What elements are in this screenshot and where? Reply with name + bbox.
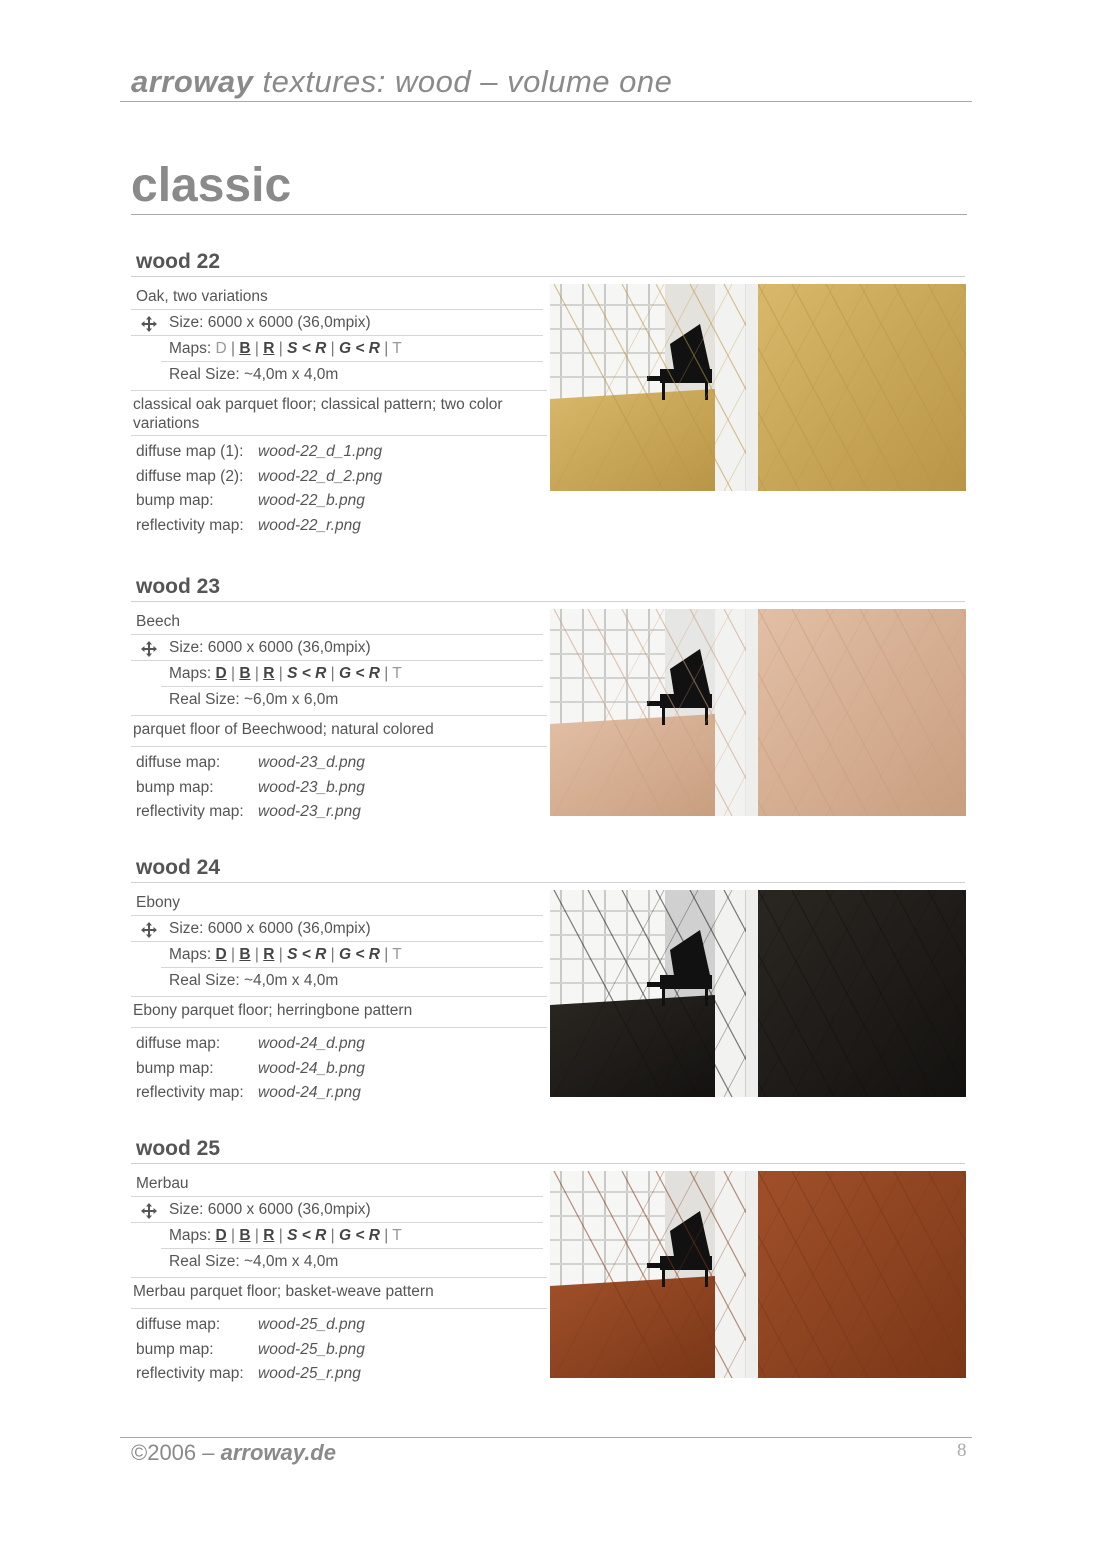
row-divider bbox=[131, 1222, 543, 1223]
row-divider bbox=[131, 390, 547, 391]
window-mullion bbox=[550, 653, 665, 655]
map-g: G bbox=[338, 1227, 351, 1244]
piano-leg bbox=[662, 1269, 665, 1287]
map-r: R bbox=[263, 1227, 275, 1244]
row-divider bbox=[131, 335, 543, 336]
window-mullion bbox=[582, 890, 584, 1020]
row-divider bbox=[131, 746, 547, 747]
map-d: D bbox=[215, 946, 227, 963]
map-lt: < bbox=[355, 665, 365, 682]
map-type-label: bump map: bbox=[136, 492, 214, 510]
file-row bbox=[136, 1341, 365, 1359]
piano-leg bbox=[662, 382, 665, 400]
real-size: Real Size: ~6,0m x 6,0m bbox=[169, 691, 339, 708]
map-separator: | bbox=[226, 1227, 240, 1244]
window-mullion bbox=[550, 629, 665, 631]
maps-label: Maps: bbox=[169, 946, 212, 963]
real-size: Real Size: ~4,0m x 4,0m bbox=[169, 972, 339, 989]
map-r: R bbox=[315, 340, 327, 357]
map-type-label: diffuse map (2): bbox=[136, 467, 244, 485]
texture-sample bbox=[758, 609, 966, 816]
file-row bbox=[136, 1316, 365, 1334]
map-type-label: bump map: bbox=[136, 778, 214, 796]
piano-leg bbox=[662, 707, 665, 725]
map-s: S bbox=[287, 665, 298, 682]
map-separator: | bbox=[274, 1227, 288, 1244]
window-mullion bbox=[582, 1171, 584, 1301]
texture-item bbox=[131, 1137, 967, 1382]
piano-bench bbox=[647, 701, 665, 706]
map-r: R bbox=[263, 946, 275, 963]
file-row bbox=[136, 1035, 365, 1053]
map-b: B bbox=[239, 1227, 251, 1244]
row-divider bbox=[131, 660, 543, 661]
texture-preview-image bbox=[550, 890, 966, 1097]
row-divider bbox=[131, 634, 543, 635]
file-name: wood-23_r.png bbox=[258, 803, 361, 821]
item-title: wood 23 bbox=[136, 575, 221, 598]
move-icon-shape bbox=[141, 922, 157, 938]
map-separator: | bbox=[274, 665, 288, 682]
map-separator: | bbox=[379, 665, 393, 682]
wood-species: Merbau bbox=[136, 1175, 189, 1192]
map-b: B bbox=[239, 946, 251, 963]
map-s: S bbox=[287, 946, 298, 963]
file-name: wood-25_d.png bbox=[258, 1316, 365, 1333]
map-type-label: reflectivity map: bbox=[136, 1365, 244, 1383]
footer-divider bbox=[120, 1437, 972, 1438]
texture-item bbox=[131, 856, 967, 1101]
item-divider bbox=[131, 1163, 965, 1164]
move-icon bbox=[140, 921, 158, 939]
row-divider bbox=[131, 1277, 547, 1278]
map-type-label: bump map: bbox=[136, 1340, 214, 1358]
map-d: D bbox=[215, 665, 227, 682]
copyright-text: ©2006 – bbox=[131, 1440, 215, 1465]
image-size: Size: 6000 x 6000 (36,0mpix) bbox=[169, 1201, 371, 1218]
row-divider bbox=[161, 967, 543, 968]
move-icon bbox=[140, 315, 158, 333]
map-separator: | bbox=[226, 665, 240, 682]
item-title: wood 25 bbox=[136, 1137, 221, 1160]
map-separator: | bbox=[226, 340, 240, 357]
map-separator: | bbox=[226, 946, 240, 963]
real-size: Real Size: ~4,0m x 4,0m bbox=[169, 366, 339, 383]
watermark-strip bbox=[746, 890, 758, 1097]
file-name: wood-24_d.png bbox=[258, 1035, 365, 1052]
map-r: R bbox=[263, 340, 275, 357]
map-r: R bbox=[315, 946, 327, 963]
map-lt: < bbox=[355, 340, 365, 357]
maps-label: Maps: bbox=[169, 1227, 212, 1244]
preview-svg bbox=[550, 890, 966, 1097]
row-divider bbox=[131, 309, 543, 310]
map-r: R bbox=[368, 665, 380, 682]
item-title: wood 24 bbox=[136, 856, 221, 879]
file-name: wood-23_b.png bbox=[258, 778, 365, 796]
file-name: wood-23_d.png bbox=[258, 754, 365, 771]
window-mullion bbox=[550, 910, 665, 912]
item-description: Ebony parquet floor; herringbone pattern bbox=[133, 1002, 413, 1019]
window-mullion bbox=[550, 1191, 665, 1193]
row-divider bbox=[131, 996, 547, 997]
wood-species: Beech bbox=[136, 613, 180, 630]
row-divider bbox=[131, 715, 547, 716]
file-row bbox=[136, 443, 382, 461]
watermark-strip bbox=[746, 609, 758, 816]
texture-item bbox=[131, 575, 967, 820]
item-description: classical oak parquet floor; classical pattern; two color variations bbox=[133, 396, 503, 432]
watermark-strip bbox=[746, 1171, 758, 1378]
item-description: parquet floor of Beechwood; natural colored bbox=[133, 721, 434, 738]
footer-copyright bbox=[131, 1440, 336, 1466]
item-divider bbox=[131, 601, 965, 602]
window-mullion bbox=[550, 958, 665, 960]
map-type-label: reflectivity map: bbox=[136, 1084, 244, 1102]
map-type-label: bump map: bbox=[136, 1059, 214, 1077]
row-divider bbox=[161, 686, 543, 687]
page-number: 8 bbox=[957, 1440, 967, 1461]
map-lt: < bbox=[301, 1227, 311, 1244]
map-type-label: reflectivity map: bbox=[136, 803, 244, 821]
file-row bbox=[136, 779, 365, 797]
section-divider bbox=[131, 214, 967, 215]
window-mullion bbox=[582, 609, 584, 739]
file-row bbox=[136, 492, 365, 510]
map-r: R bbox=[315, 665, 327, 682]
document-subtitle: textures: wood – volume one bbox=[262, 64, 673, 99]
piano-bench bbox=[647, 982, 665, 987]
map-t: T bbox=[392, 665, 402, 682]
window-mullion bbox=[550, 352, 665, 354]
map-lt: < bbox=[301, 946, 311, 963]
row-divider bbox=[131, 435, 547, 436]
item-title: wood 22 bbox=[136, 250, 221, 273]
file-name: wood-22_d_1.png bbox=[258, 443, 383, 460]
map-separator: | bbox=[379, 340, 393, 357]
piano-leg bbox=[662, 988, 665, 1006]
row-divider bbox=[131, 1308, 547, 1309]
texture-item bbox=[131, 250, 967, 550]
map-s: S bbox=[287, 1227, 298, 1244]
item-description: Merbau parquet floor; basket-weave pattern bbox=[133, 1283, 434, 1300]
move-icon-shape bbox=[141, 641, 157, 657]
maps-line bbox=[169, 946, 402, 964]
file-name: wood-24_b.png bbox=[258, 1059, 365, 1077]
map-b: B bbox=[239, 665, 251, 682]
window-mullion bbox=[560, 284, 562, 414]
image-size: Size: 6000 x 6000 (36,0mpix) bbox=[169, 639, 371, 656]
map-separator: | bbox=[274, 946, 288, 963]
map-t: T bbox=[392, 1227, 402, 1244]
piano-bench bbox=[647, 1263, 665, 1268]
map-lt: < bbox=[355, 946, 365, 963]
move-icon-shape bbox=[141, 316, 157, 332]
window-mullion bbox=[560, 1171, 562, 1301]
texture-sample bbox=[758, 890, 966, 1097]
texture-preview-image bbox=[550, 284, 966, 491]
map-r: R bbox=[368, 946, 380, 963]
item-divider bbox=[131, 882, 965, 883]
file-row bbox=[136, 754, 365, 772]
window-mullion bbox=[582, 284, 584, 414]
file-row bbox=[136, 1060, 365, 1078]
image-size: Size: 6000 x 6000 (36,0mpix) bbox=[169, 314, 371, 331]
map-b: B bbox=[239, 340, 251, 357]
file-row bbox=[136, 803, 361, 821]
file-row bbox=[136, 1365, 361, 1383]
window-mullion bbox=[550, 304, 665, 306]
map-separator: | bbox=[250, 1227, 264, 1244]
texture-preview-image bbox=[550, 1171, 966, 1378]
window-mullion bbox=[560, 890, 562, 1020]
row-divider bbox=[131, 941, 543, 942]
preview-svg bbox=[550, 609, 966, 816]
piano-bench bbox=[647, 376, 665, 381]
file-name: wood-22_b.png bbox=[258, 492, 365, 510]
preview-svg bbox=[550, 1171, 966, 1378]
watermark-strip bbox=[746, 284, 758, 491]
map-g: G bbox=[338, 946, 351, 963]
map-separator: | bbox=[250, 340, 264, 357]
texture-preview-image bbox=[550, 609, 966, 816]
header-divider bbox=[120, 101, 972, 102]
file-name: wood-22_r.png bbox=[258, 517, 361, 535]
file-name: wood-24_r.png bbox=[258, 1084, 361, 1102]
map-separator: | bbox=[326, 665, 339, 682]
map-t: T bbox=[392, 340, 402, 357]
row-divider bbox=[131, 1027, 547, 1028]
map-type-label: reflectivity map: bbox=[136, 517, 244, 535]
window-mullion bbox=[550, 677, 665, 679]
maps-line bbox=[169, 340, 402, 358]
brand-name: arroway bbox=[131, 64, 254, 99]
maps-line bbox=[169, 665, 402, 683]
move-icon-shape bbox=[141, 1203, 157, 1219]
map-separator: | bbox=[326, 1227, 339, 1244]
file-name: wood-25_b.png bbox=[258, 1340, 365, 1358]
map-g: G bbox=[338, 340, 351, 357]
map-separator: | bbox=[379, 946, 393, 963]
maps-line bbox=[169, 1227, 402, 1245]
file-name: wood-22_d_2.png bbox=[258, 467, 383, 485]
map-separator: | bbox=[326, 340, 339, 357]
map-t: T bbox=[392, 946, 402, 963]
wood-species: Ebony bbox=[136, 894, 180, 911]
section-title: classic bbox=[131, 159, 292, 212]
map-lt: < bbox=[301, 340, 311, 357]
window-mullion bbox=[550, 328, 665, 330]
wood-species: Oak, two variations bbox=[136, 288, 268, 305]
maps-label: Maps: bbox=[169, 340, 212, 357]
map-separator: | bbox=[379, 1227, 393, 1244]
window-mullion bbox=[550, 1215, 665, 1217]
map-type-label: diffuse map: bbox=[136, 1035, 221, 1052]
map-r: R bbox=[368, 1227, 380, 1244]
map-d: D bbox=[215, 340, 227, 357]
texture-sample bbox=[758, 284, 966, 491]
map-g: G bbox=[338, 665, 351, 682]
row-divider bbox=[131, 1196, 543, 1197]
map-separator: | bbox=[250, 946, 264, 963]
maps-label: Maps: bbox=[169, 665, 212, 682]
map-separator: | bbox=[274, 340, 288, 357]
map-r: R bbox=[368, 340, 380, 357]
row-divider bbox=[161, 361, 543, 362]
map-type-label: diffuse map: bbox=[136, 754, 221, 771]
map-d: D bbox=[215, 1227, 227, 1244]
row-divider bbox=[161, 1248, 543, 1249]
window-mullion bbox=[550, 1239, 665, 1241]
window-mullion bbox=[550, 934, 665, 936]
map-separator: | bbox=[326, 946, 339, 963]
image-size: Size: 6000 x 6000 (36,0mpix) bbox=[169, 920, 371, 937]
preview-svg bbox=[550, 284, 966, 491]
window-mullion bbox=[560, 609, 562, 739]
file-row bbox=[136, 1084, 361, 1102]
map-r: R bbox=[315, 1227, 327, 1244]
map-type-label: diffuse map: bbox=[136, 1316, 221, 1333]
map-lt: < bbox=[301, 665, 311, 682]
map-s: S bbox=[287, 340, 298, 357]
footer-site-link[interactable]: arroway.de bbox=[220, 1440, 336, 1465]
file-row bbox=[136, 468, 382, 486]
move-icon bbox=[140, 1202, 158, 1220]
file-name: wood-25_r.png bbox=[258, 1365, 361, 1383]
move-icon bbox=[140, 640, 158, 658]
row-divider bbox=[131, 915, 543, 916]
file-row bbox=[136, 517, 361, 535]
map-lt: < bbox=[355, 1227, 365, 1244]
item-divider bbox=[131, 276, 965, 277]
real-size: Real Size: ~4,0m x 4,0m bbox=[169, 1253, 339, 1270]
map-type-label: diffuse map (1): bbox=[136, 443, 244, 460]
texture-sample bbox=[758, 1171, 966, 1378]
map-r: R bbox=[263, 665, 275, 682]
document-title bbox=[131, 64, 672, 100]
map-separator: | bbox=[250, 665, 264, 682]
